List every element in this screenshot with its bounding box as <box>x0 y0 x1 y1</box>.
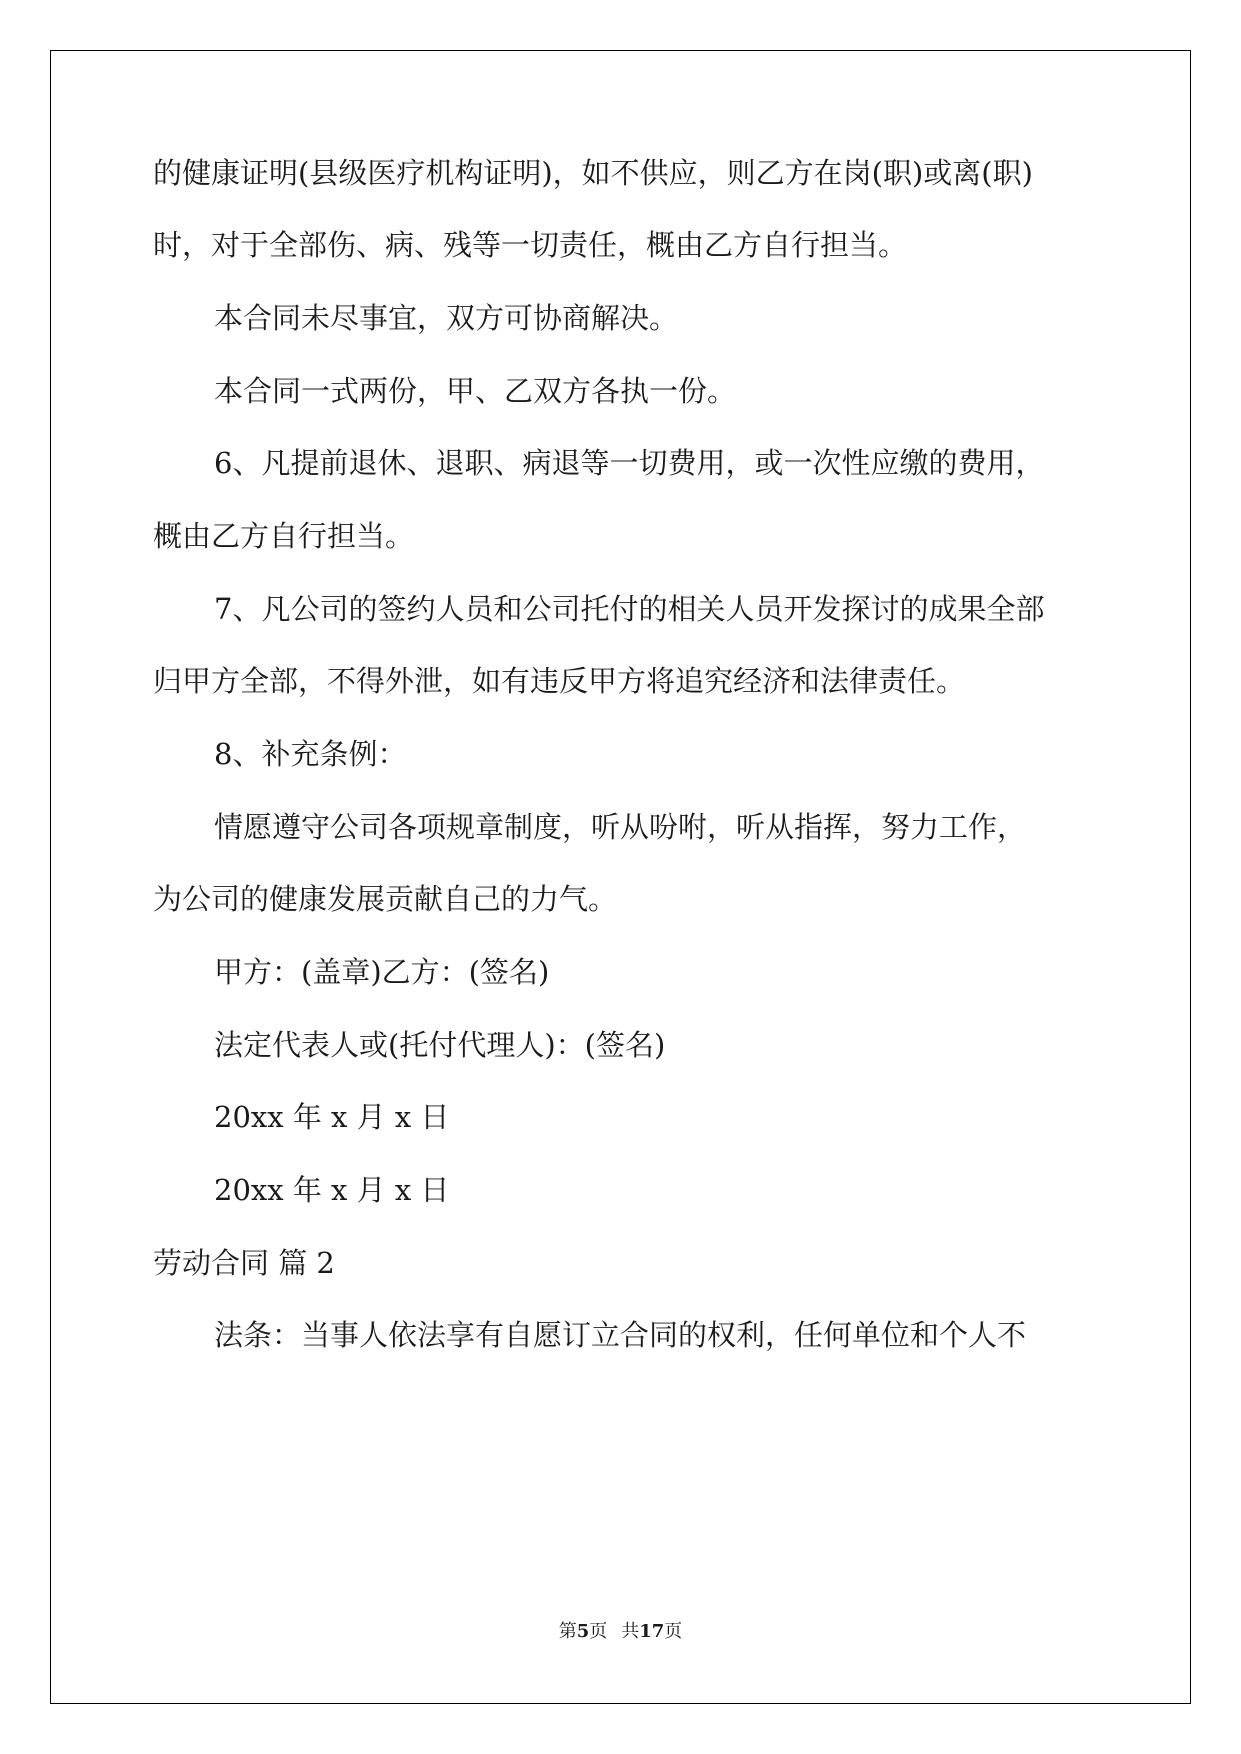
footer-page-suffix: 页 <box>589 1621 608 1642</box>
text-line: 归甲方全部，不得外泄，如有违反甲方将追究经济和法律责任。 <box>153 664 966 698</box>
text-line: 概由乙方自行担当。 <box>153 519 415 553</box>
text-line: 本合同未尽事宜，双方可协商解决。 <box>214 301 679 335</box>
footer-total-prefix: 共 <box>621 1621 640 1642</box>
text-line: 为公司的健康发展贡献自己的力气。 <box>153 882 618 916</box>
footer-prefix: 第 <box>558 1621 577 1642</box>
page-number: 5 <box>576 1621 590 1642</box>
page-footer <box>0 1620 1241 1644</box>
total-pages: 17 <box>639 1621 665 1642</box>
text-line: 时，对于全部伤、病、残等一切责任，概由乙方自行担当。 <box>153 228 908 262</box>
text-line: 情愿遵守公司各项规章制度，听从吩咐，听从指挥，努力工作， <box>214 810 1027 844</box>
text-line: 法定代表人或(托付代理人)：(签名) <box>214 1028 666 1062</box>
section-heading: 劳动合同 篇 2 <box>153 1246 335 1280</box>
text-line: 7、凡公司的签约人员和公司托付的相关人员开发探讨的成果全部 <box>214 592 1045 626</box>
text-line: 20xx 年 x 月 x 日 <box>214 1173 450 1207</box>
text-line: 的健康证明(县级医疗机构证明)，如不供应，则乙方在岗(职)或离(职) <box>153 156 1033 190</box>
text-line: 甲方：(盖章)乙方：(签名) <box>214 955 550 989</box>
text-line: 法条：当事人依法享有自愿订立合同的权利，任何单位和个人不 <box>214 1318 1027 1352</box>
footer-total-suffix: 页 <box>664 1621 683 1642</box>
text-line: 20xx 年 x 月 x 日 <box>214 1100 450 1134</box>
text-line: 6、凡提前退休、退职、病退等一切费用，或一次性应缴的费用， <box>214 446 1045 480</box>
text-line: 本合同一式两份，甲、乙双方各执一份。 <box>214 374 737 408</box>
text-line: 8、补充条例： <box>214 737 407 771</box>
